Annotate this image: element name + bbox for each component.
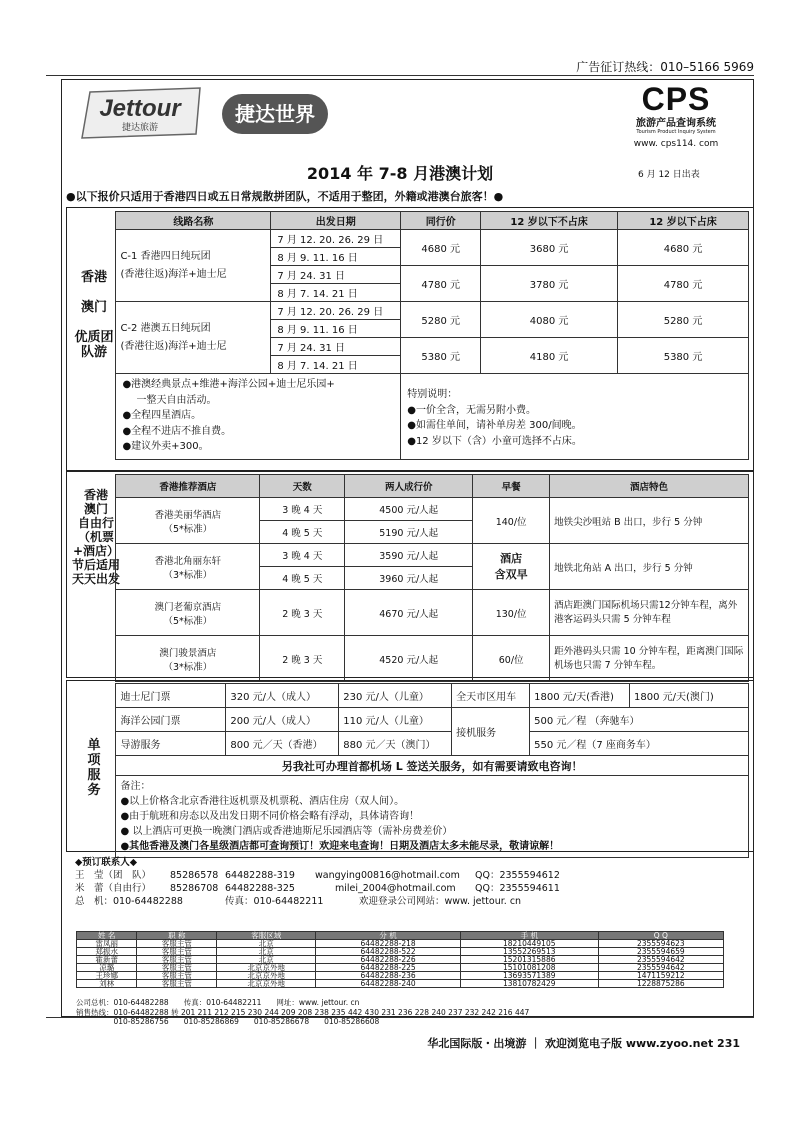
contact-row: 总 机：010-64482288 传真：010-64482211 欢迎登录公司网站：www. jettour. cn	[75, 896, 522, 907]
note-line: 特别说明：	[407, 389, 458, 400]
price-cell: 4780 元	[401, 266, 481, 302]
notice: ●以下报价只适用于香港四日或五日常规散拼团队，不适用于整团，外籍或港澳台旅客！●	[66, 190, 504, 203]
service-price: 550 元／程（7 座商务车）	[530, 732, 749, 756]
price-cell: 3590 元/人起	[345, 544, 473, 567]
service-name: 接机服务	[452, 708, 530, 756]
date-cell: 8 月 9. 11. 16 日	[271, 320, 401, 338]
price-cell: 5380 元	[401, 338, 481, 374]
col-date: 出发日期	[271, 212, 401, 230]
price-cell: 4520 元/人起	[345, 636, 473, 682]
price-cell: 4670 元/人起	[345, 590, 473, 636]
issue-date: 6 月 12 日出表	[638, 170, 700, 180]
service-price: 200 元/人（成人）	[226, 708, 339, 732]
note-line: ● 以上酒店可更换一晚澳门酒店或香港迪斯尼乐园酒店等（需补房费差价）	[120, 826, 453, 837]
service-price: 320 元/人（成人）	[226, 684, 339, 708]
contacts-title: ◆预订联系人◆	[75, 857, 138, 868]
special-notes	[401, 374, 749, 460]
services-banner: 另我社可办理首都机场 L 签送关服务，如有需要请致电咨询！	[116, 756, 749, 776]
col-price: 同行价	[401, 212, 481, 230]
col-feature: 酒店特色	[550, 475, 749, 498]
price-cell: 3680 元	[481, 230, 618, 266]
feature-cell: 地铁尖沙咀站 B 出口，步行 5 分钟	[550, 498, 749, 544]
jettour-world-logo	[220, 92, 330, 136]
tour-notes	[116, 374, 401, 460]
company-footer	[76, 998, 529, 1027]
publication-footer: 华北国际版・出境游 ｜ 欢迎浏览电子版 www.zyoo.net 231	[427, 1037, 740, 1050]
feature-cell: 距外港码头只需 10 分钟车程，距离澳门国际机场也只需 7 分钟车程。	[550, 636, 749, 682]
note-line: ●全程四星酒店。	[122, 410, 202, 421]
service-price: 230 元/人（儿童）	[339, 684, 452, 708]
jettour-wordmark: Jettour	[99, 95, 181, 122]
footer-line: 公司总机：010-64482288 传真：010-64482211 网址：www. jettour. cn	[76, 998, 360, 1007]
hotel-name: 香港美丽华酒店 （5*标准）	[116, 498, 260, 544]
ad-hotline: 广告征订热线：010–5166 5969	[576, 60, 754, 74]
contacts	[75, 857, 560, 909]
cps-url: www. cps114. com	[633, 139, 719, 149]
days-cell: 2 晚 3 天	[260, 636, 345, 682]
date-cell: 7 月 12. 20. 26. 29 日	[271, 230, 401, 248]
hotel-table	[71, 474, 749, 682]
price-cell: 3960 元/人起	[345, 567, 473, 590]
date-cell: 8 月 7. 14. 21 日	[271, 284, 401, 302]
contact-row: 王 莹（团 队） 85286578 64482288-319 wangying00816@hotmail.com QQ：2355594612	[75, 870, 560, 881]
price-cell: 5280 元	[401, 302, 481, 338]
hotel-name: 香港北角丽东轩 （3*标准）	[116, 544, 260, 590]
cps-wordmark: CPS	[641, 81, 711, 117]
col-route: 线路名称	[116, 212, 271, 230]
price-cell: 4500 元/人起	[345, 498, 473, 521]
breakfast-cell: 60/位	[473, 636, 550, 682]
service-price: 1800 元/天(香港)	[530, 684, 630, 708]
price-cell: 4080 元	[481, 302, 618, 338]
cps-subtitle: 旅游产品查询系统	[636, 118, 716, 129]
note-line: ●一价全含，无需另附小费。	[407, 404, 536, 416]
price-cell: 4680 元	[618, 230, 749, 266]
note-line: ●由于航班和房态以及出发日期不同价格会略有浮动，具体请咨询！	[120, 811, 420, 822]
price-cell: 5380 元	[618, 338, 749, 374]
service-price: 1800 元/天(澳门)	[630, 684, 749, 708]
note-line: ●12 岁以下（含）小童可选择不占床。	[407, 435, 582, 447]
note-line: ●如需住单间，请补单房差 300/间晚。	[407, 420, 582, 431]
note-line: 一整天自由活动。	[136, 394, 217, 406]
days-cell: 3 晚 4 天	[260, 544, 345, 567]
price-cell: 5190 元/人起	[345, 521, 473, 544]
days-cell: 3 晚 4 天	[260, 498, 345, 521]
hotel-name: 澳门骏景酒店 （3*标准）	[116, 636, 260, 682]
jettour-subtitle: 捷达旅游	[121, 123, 159, 133]
page-title: 2014 年 7-8 月港澳计划	[306, 164, 494, 183]
date-cell: 7 月 12. 20. 26. 29 日	[271, 302, 401, 320]
col-breakfast: 早餐	[473, 475, 550, 498]
note-line: ●以上价格含北京香港往返机票及机票税、酒店住房（双人间）。	[120, 796, 405, 807]
note-line: ●其他香港及澳门各星级酒店都可查询预订！欢迎来电查询！日期及酒店太多未能尽录，敬请谅解！	[120, 841, 560, 852]
top-rule	[46, 75, 754, 76]
service-name: 迪士尼门票	[116, 684, 226, 708]
breakfast-cell: 酒店 含双早	[473, 544, 550, 590]
price-cell: 4180 元	[481, 338, 618, 374]
date-cell: 7 月 24. 31 日	[271, 338, 401, 356]
price-cell: 5280 元	[618, 302, 749, 338]
route-c2: C-2 港澳五日纯玩团 (香港往返)海洋+迪士尼	[116, 302, 271, 374]
date-cell: 8 月 9. 11. 16 日	[271, 248, 401, 266]
note-line: ●港澳经典景点+维港+海洋公园+迪士尼乐园+	[122, 379, 335, 390]
feature-cell: 地铁北角站 A 出口，步行 5 分钟	[550, 544, 749, 590]
footer-line: 销售热线：010-64482288 转 201 211 212 215 230 244 209 208 238 235 442 430 231 236 228 240 237 232 242 216 447	[76, 1007, 530, 1017]
feature-cell: 酒店距澳门国际机场只需12分钟车程，离外港客运码头只需 5 分钟车程	[550, 590, 749, 636]
group-tour-table	[71, 211, 749, 460]
note-line: 备注：	[120, 781, 151, 792]
col-hotel: 香港推荐酒店	[116, 475, 260, 498]
service-price: 800 元／天（香港）	[226, 732, 339, 756]
services-notes	[116, 776, 749, 858]
hotel-label: 香港 澳门 自由行 （机票+酒店） 节后适用 天天出发	[72, 488, 121, 586]
service-price: 880 元／天（澳门）	[339, 732, 452, 756]
cps-english: Tourism Product Inquiry System	[636, 129, 716, 135]
contact-row: 米 蕾（自由行） 85286708 64482288-325 milei_2004@hotmail.com QQ：2355594611	[75, 883, 560, 894]
days-cell: 2 晚 3 天	[260, 590, 345, 636]
breakfast-cell: 140/位	[473, 498, 550, 544]
note-line: ●建议外卖+300。	[122, 441, 209, 452]
cps-logo	[616, 82, 736, 150]
col-child-nobed: 12 岁以下不占床	[481, 212, 618, 230]
route-c1: C-1 香港四日纯玩团 (香港往返)海洋+迪士尼	[116, 230, 271, 302]
note-line: ●全程不进店不推自费。	[122, 425, 232, 437]
date-cell: 8 月 7. 14. 21 日	[271, 356, 401, 374]
price-cell: 4780 元	[618, 266, 749, 302]
col-child-bed: 12 岁以下占床	[618, 212, 749, 230]
service-name: 导游服务	[116, 732, 226, 756]
days-cell: 4 晚 5 天	[260, 521, 345, 544]
service-name: 全天市区用车	[452, 684, 530, 708]
services-table	[71, 683, 749, 858]
price-cell: 3780 元	[481, 266, 618, 302]
col-days: 天数	[260, 475, 345, 498]
staff-table: 姓 名 职 称 客服区域 分 机 手 机 Q Q 雷凤丽 客服主管 北京 64482288-218 18210449105 2355594623 郑振水 客服主管 北京 64482288-522 13552269513 2355594659 霍新蕾 客服主管 北京 64482288-226 15201315886 2355594642 凉璐 客服主管 北京京外地 64482288-225 15101081208 2355594642 王珍娜 客服主管 北京京外地 64482288-236 13693571389 1471159212 刘林 客服主管 北京京外地 64482288-240 13810782429 1228875286	[76, 931, 724, 988]
service-price: 110 元/人（儿童）	[339, 708, 452, 732]
col-price: 两人成行价	[345, 475, 473, 498]
group-tour-label: 香港 澳门 优质团队游	[74, 270, 114, 360]
services-label: 单 项 服 务	[87, 738, 101, 798]
footer-line: 010-85286756 010-85286869 010-85286678 010-85286608	[76, 1017, 380, 1026]
service-price: 500 元／程 （奔驰车）	[530, 708, 749, 732]
bottom-rule	[46, 1017, 754, 1018]
hotel-name: 澳门老葡京酒店 （5*标准）	[116, 590, 260, 636]
service-name: 海洋公园门票	[116, 708, 226, 732]
days-cell: 4 晚 5 天	[260, 567, 345, 590]
jettour-world-wordmark: 捷达世界	[235, 102, 315, 126]
date-cell: 7 月 24. 31 日	[271, 266, 401, 284]
breakfast-cell: 130/位	[473, 590, 550, 636]
price-cell: 4680 元	[401, 230, 481, 266]
jettour-logo	[78, 84, 208, 144]
